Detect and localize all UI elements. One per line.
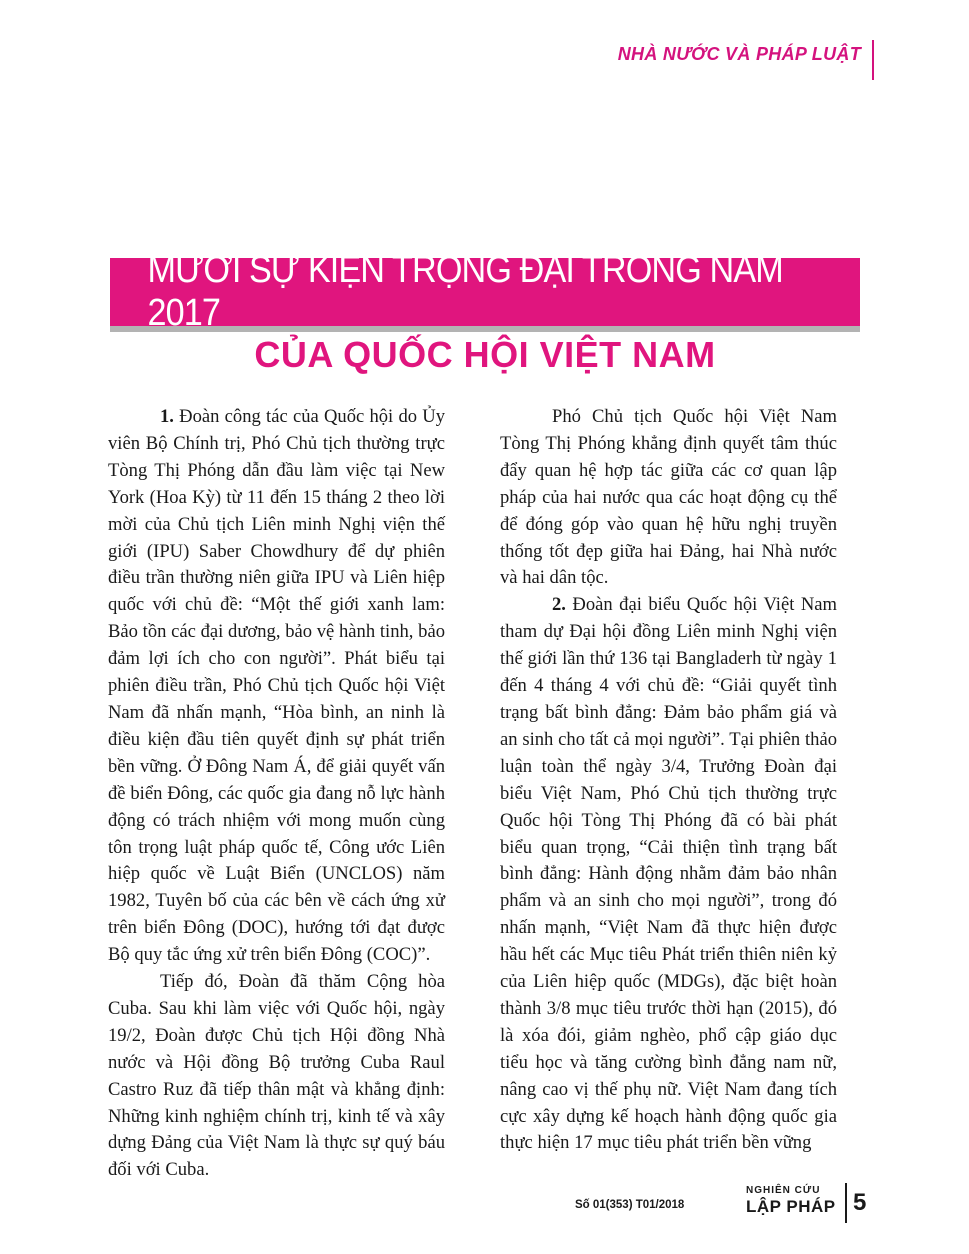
magazine-name-top: NGHIÊN CỨU	[746, 1185, 821, 1196]
paragraph	[108, 969, 445, 1184]
issue-number: Số 01(353) T01/2018	[575, 1199, 685, 1211]
item-number: 2.	[552, 594, 566, 616]
page-footer	[540, 1183, 870, 1223]
paragraph-text: Đoàn công tác của Quốc hội do Ủy viên Bộ Chính trị, Phó Chủ tịch thường trực Tòng Thị Phóng dẫn đầu làm việc tại New York (Hoa Kỳ) từ 11 đến 15 tháng 2 theo lời mời của Chủ tịch Liên minh Nghị viện thế giới (IPU) Saber Chowdhury để dự phiên điều trần thường niên giữa IPU và Liên hiệp quốc với chủ đề: “Một thế giới xanh lam: Bảo tồn các đại dương, bảo vệ hành tinh, bảo đảm lợi ích cho con người”. Phát biểu tại phiên điều trần, Phó Chủ tịch Quốc hội Việt Nam đã nhấn mạnh, “Hòa bình, an ninh là điều kiện đầu tiên quyết định sự phát triển bền vững. Ở Đông Nam Á, để giải quyết vấn đề biển Đông, các quốc gia đang nỗ lực hành động có trách nhiệm với mong muốn cùng tôn trọng luật pháp quốc tế, Công ước Liên hiệp quốc về Luật Biển (UNCLOS) năm 1982, Tuyên bố của các bên về cách ứng xử trên biển Đông (DOC), hướng tới đạt được Bộ quy tắc ứng xử trên biển Đông (COC)”.	[108, 406, 445, 966]
right-column	[500, 404, 837, 1157]
paragraph-text: Tiếp đó, Đoàn đã thăm Cộng hòa Cuba. Sau khi làm việc với Quốc hội, ngày 19/2, Đoàn được Chủ tịch Hội đồng Nhà nước và Hội đồng Bộ trưởng Cuba Raul Castro Ruz đã tiếp thân mật và khẳng định: Những kinh nghiệm chính trị, kinh tế và xây dựng Đảng của Việt Nam là thực sự quý báu đối với Cuba.	[108, 971, 445, 1181]
paragraph-text: Phó Chủ tịch Quốc hội Việt Nam Tòng Thị Phóng khẳng định quyết tâm thúc đẩy quan hệ hợp tác giữa các cơ quan lập pháp của hai nước qua các hoạt động cụ thể để đóng góp vào quan hệ hữu nghị truyền thống tốt đẹp giữa hai Đảng, hai Nhà nước và hai dân tộc.	[500, 406, 837, 589]
magazine-name: LẬP PHÁP	[746, 1197, 836, 1216]
item-number: 1.	[160, 406, 174, 427]
paragraph	[500, 592, 837, 1157]
left-column	[108, 404, 445, 1184]
article-title-line1: MƯỜI SỰ KIỆN TRỌNG ĐẠI TRONG NĂM 2017	[147, 249, 783, 334]
article-title-line2: CỦA QUỐC HỘI VIỆT NAM	[254, 334, 716, 375]
footer-divider	[845, 1183, 847, 1223]
paragraph	[500, 404, 837, 592]
paragraph-text: Đoàn đại biểu Quốc hội Việt Nam tham dự Đại hội đồng Liên minh Nghị viện thế giới lần thứ 136 tại Bangladerh từ ngày 1 đến 4 tháng 4 với chủ đề: “Giải quyết tình trạng bất bình đẳng: Đảm bảo phẩm giá và an sinh cho tất cả mọi người”. Tại phiên thảo luận toàn thể ngày 3/4, Trưởng Đoàn đại biểu Việt Nam, Phó Chủ tịch thường trực Quốc hội Tòng Thị Phóng đã có bài phát biểu quan trọng, “Cải thiện tình trạng bất bình đẳng: Hành động nhằm đảm bảo nhân phẩm và an sinh cho mọi người”, trong đó nhấn mạnh, “Việt Nam đã thực hiện được hầu hết các Mục tiêu Phát triển thiên niên kỷ của Liên hiệp quốc (MDGs), đặc biệt hoàn thành 3/8 mục tiêu trước thời hạn (2015), đó là xóa đói, giảm nghèo, phổ cập giáo dục tiểu học và tăng cường bình đẳng nam nữ, nâng cao vị thế phụ nữ. Việt Nam đang tích cực xây dựng kế hoạch hành động quốc gia thực hiện 17 mục tiêu phát triển bền vững	[500, 594, 837, 1154]
page-number: 5	[853, 1189, 867, 1216]
section-label: NHÀ NƯỚC VÀ PHÁP LUẬT	[617, 44, 861, 64]
paragraph	[108, 404, 445, 969]
header-divider	[872, 40, 874, 80]
